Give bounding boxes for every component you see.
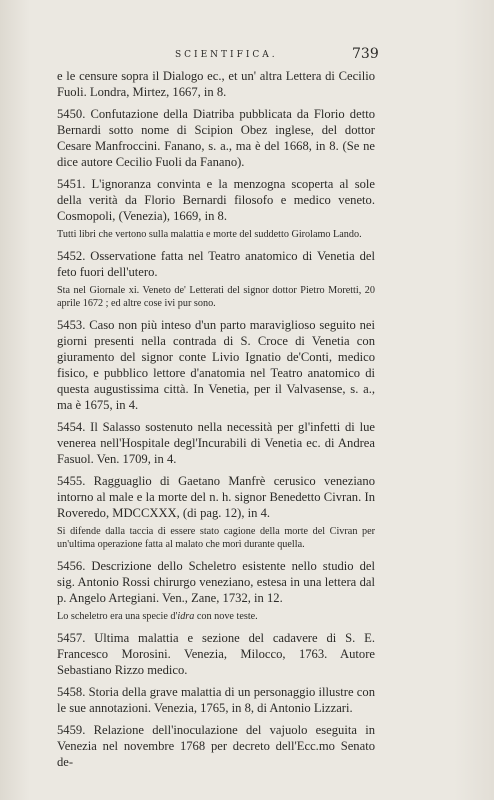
entry-5458: 5458. Storia della grave malattia di un personaggio illustre con le sue annotazioni. Venezia, 1765, in 8, di Antonio Lizzari. <box>57 685 375 715</box>
entry-5456: 5456. Descrizione dello Scheletro esistente nello studio del sig. Antonio Rossi chirurgo veneziano, estesa in una lettera dal p. Angelo Artegiani. Ven., Zane, 1732, in 12. <box>57 559 375 605</box>
note-5456-italic: idra <box>177 611 195 622</box>
page-number: 739 <box>352 46 379 62</box>
entry-5454: 5454. Il Salasso sostenuto nella necessità per gl'infetti di lue venerea nell'Hospitale degl'Incurabili di Venetia ec. di Andrea Fasuol. Ven. 1709, in 4. <box>57 420 375 466</box>
entry-5450: 5450. Confutazione della Diatriba pubblicata da Florio detto Bernardi sotto nome di Scipion Obez inglese, del dottor Cesare Manfroccini. Fanano, s. a., ma è del 1668, in 8. (Se ne dice autore Cecilio Fuoli da Fanano). <box>57 107 375 169</box>
entry-5459: 5459. Relazione dell'inoculazione del vajuolo eseguita in Venezia nel novembre 1768 per decreto dell'Ecc.mo Senato de- <box>57 723 375 769</box>
note-5452: Sta nel Giornale xi. Veneto de' Letterati del signor dottor Pietro Moretti, 20 aprile 1672 ; ed altre cose ivi pur sono. <box>57 285 375 309</box>
entry-5453: 5453. Caso non più inteso d'un parto maraviglioso seguito nei giorni presenti nella contrada di S. Croce di Venetia con giuramento del signor conte Livio Ignatio de'Conti, medico fisico, e pubblico lettore d'anatomia nel Teatro anatomico di questa augustissima città. In Venetia, per il Valvasense, s. a., ma è 1675, in 4. <box>57 318 375 412</box>
note-5456-post: con nove teste. <box>194 611 258 622</box>
note-5451: Tutti libri che vertono sulla malattia e morte del suddetto Girolamo Lando. <box>57 229 362 240</box>
page-body <box>57 68 375 776</box>
entry-5455: 5455. Ragguaglio di Gaetano Manfrè cerusico veneziano intorno al male e la morte del n. h. signor Benedetto Civran. In Roveredo, MDCCXXX, (di pag. 12), in 4. <box>57 474 375 520</box>
entry-5457: 5457. Ultima malattia e sezione del cadavere di S. E. Francesco Morosini. Venezia, Milocco, 1763. Autore Sebastiano Rizzo medico. <box>57 631 375 677</box>
page-header <box>0 46 494 66</box>
entry-5452: 5452. Osservatione fatta nel Teatro anatomico di Venetia del feto fuori dell'utero. <box>57 249 375 279</box>
note-5455: Si difende dalla taccia di essere stato cagione della morte del Civran per un'ultima operazione fatta al malato che morì durante quella. <box>57 526 375 550</box>
entry-5449-continuation: e le censure sopra il Dialogo ec., et un' altra Lettera di Cecilio Fuoli. Londra, Mirtez, 1667, in 8. <box>57 69 375 99</box>
entry-5451: 5451. L'ignoranza convinta e la menzogna scoperta al sole della verità da Florio Bernardi filosofo e medico veneto. Cosmopoli, (Venezia), 1669, in 8. <box>57 177 375 223</box>
note-5456-pre: Lo scheletro era una specie d' <box>57 611 178 622</box>
running-title: SCIENTIFICA. <box>175 50 278 60</box>
note-5456 <box>57 610 375 623</box>
